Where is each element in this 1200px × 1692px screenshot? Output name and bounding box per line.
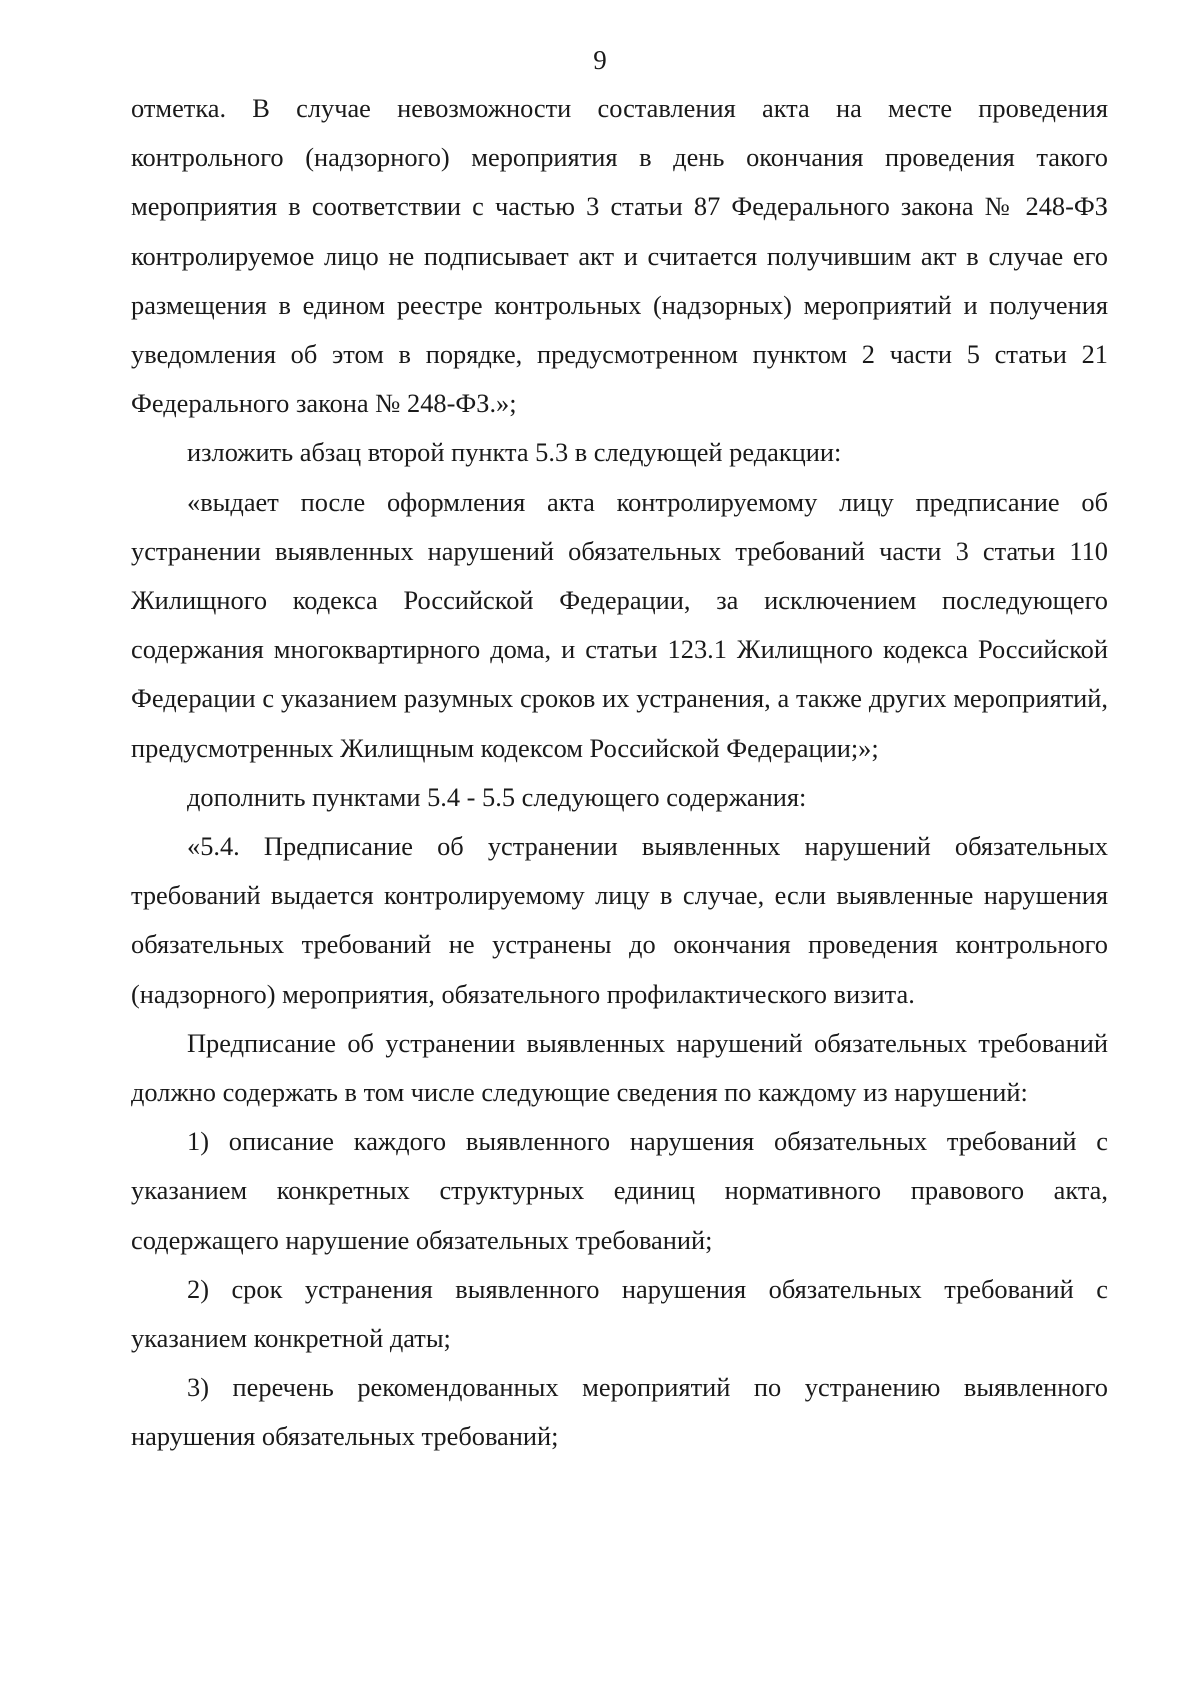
paragraph-add-5-4-5-5: дополнить пунктами 5.4 - 5.5 следующего содержания: <box>187 781 807 812</box>
document-body <box>131 84 1108 1462</box>
list-item-3: 3) перечень рекомендованных мероприятий по устранению выявленного нарушения обязательных требований; <box>131 1372 1108 1452</box>
list-item-1: 1) описание каждого выявленного нарушения обязательных требований с указанием конкретных структурных единиц нормативного правового акта, содержащего нарушение обязательных требований; <box>131 1126 1108 1255</box>
paragraph-act-signing: отметка. В случае невозможности составления акта на месте проведения контрольного (надзорного) мероприятия в день окончания проведения такого мероприятия в соответствии с частью 3 статьи 87 Федерального закона № 248-ФЗ контролируемое лицо не подписывает акт и считается получившим акт в случае его размещения в едином реестре контрольных (надзорных) мероприятий и получения уведомления об этом в порядке, предусмотренном пунктом 2 части 5 статьи 21 Федерального закона № 248-ФЗ.»; <box>131 93 1108 419</box>
page-number: 9 <box>593 45 607 75</box>
paragraph-5-4: «5.4. Предписание об устранении выявленных нарушений обязательных требований выдается контролируемому лицу в случае, если выявленные нарушения обязательных требований не устранены до окончания проведения контрольного (надзорного) мероприятия, обязательного профилактического визита. <box>131 831 1108 1009</box>
paragraph-issue-prescription: «выдает после оформления акта контролируемому лицу предписание об устранении выявленных нарушений обязательных требований части 3 статьи 110 Жилищного кодекса Российской Федерации, за исключением последующего содержания многоквартирного дома, и статьи 123.1 Жилищного кодекса Российской Федерации с указанием разумных сроков их устранения, а также других мероприятий, предусмотренных Жилищным кодексом Российской Федерации;»; <box>131 486 1108 763</box>
paragraph-prescription-contents: Предписание об устранении выявленных нарушений обязательных требований должно содержать в том числе следующие сведения по каждому из нарушений: <box>131 1027 1108 1108</box>
paragraph-amend-5-3: изложить абзац второй пункта 5.3 в следующей редакции: <box>187 437 842 468</box>
list-item-2: 2) срок устранения выявленного нарушения обязательных требований с указанием конкретной даты; <box>131 1273 1108 1354</box>
